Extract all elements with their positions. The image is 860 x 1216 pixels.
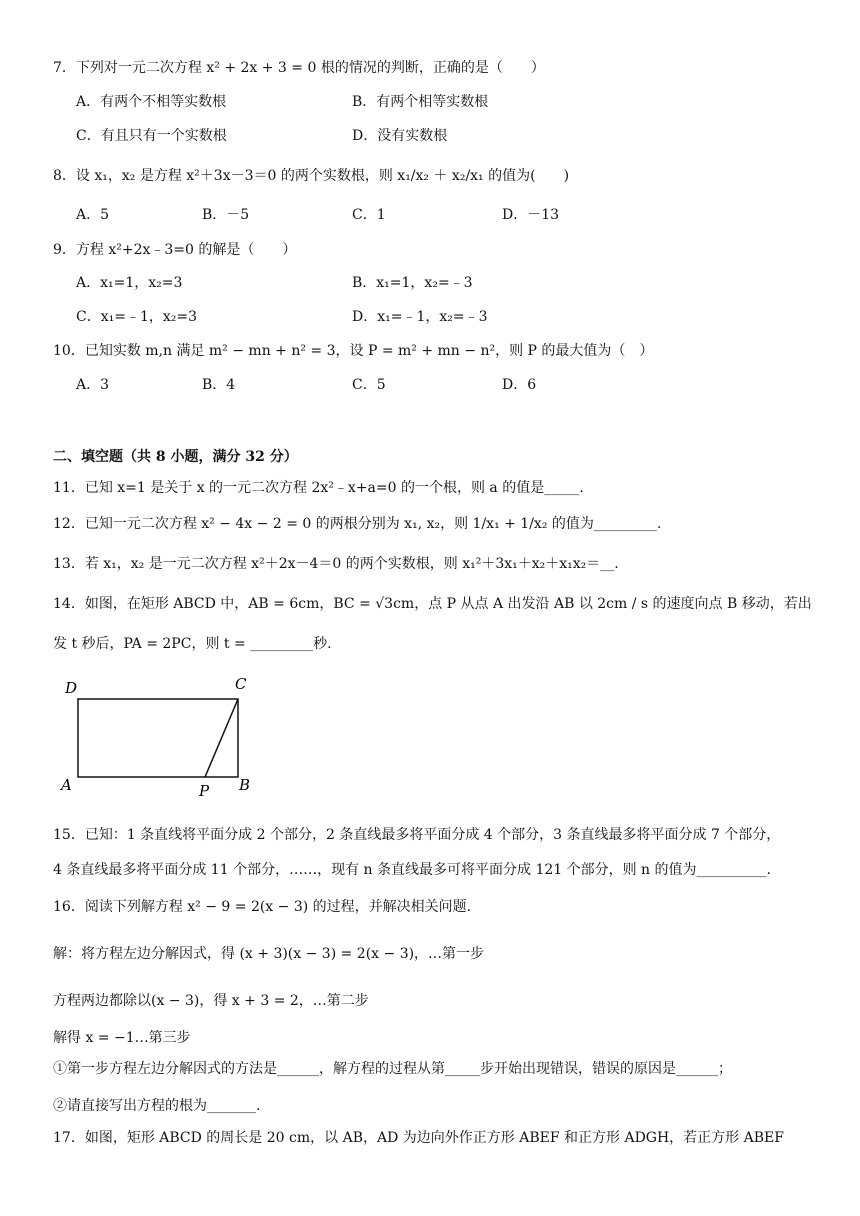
q15-line2: 4 条直线最多将平面分成 11 个部分，……，现有 n 条直线最多可将平面分成 121 个部分，则 n 的值为__________. — [53, 862, 771, 878]
q11-text: 11．已知 x=1 是关于 x 的一元二次方程 2x²﹣x+a=0 的一个根，则 a 的值是_____. — [53, 480, 584, 496]
label-a: A — [61, 776, 72, 794]
q10-option-b: B．4 — [202, 377, 236, 393]
label-p: P — [199, 782, 210, 800]
q10-stem: 10．已知实数 m,n 满足 m² − mn + n² = 3，设 P = m² + mn − n²，则 P 的最大值为（ ） — [53, 343, 654, 359]
q8-option-c: C．1 — [352, 207, 386, 223]
q9-option-b: B．x₁=1，x₂=﹣3 — [352, 275, 473, 291]
q9-stem: 9．方程 x²+2x﹣3=0 的解是（ ） — [53, 242, 297, 258]
q15-line1: 15．已知：1 条直线将平面分成 2 个部分，2 条直线最多将平面分成 4 个部分，3 条直线最多将平面分成 7 个部分， — [53, 827, 781, 843]
q17-text: 17．如图，矩形 ABCD 的周长是 20 cm，以 AB，AD 为边向外作正方形 ABEF 和正方形 ADGH，若正方形 ABEF — [53, 1130, 784, 1146]
q10-option-c: C．5 — [352, 377, 386, 393]
q13-text: 13．若 x₁，x₂ 是一元二次方程 x²＋2x－4＝0 的两个实数根，则 x₁²＋3x₁＋x₂＋x₁x₂＝__. — [53, 556, 619, 572]
label-b: B — [239, 776, 251, 794]
q16-sub1: ①第一步方程左边分解因式的方法是______，解方程的过程从第_____步开始出现错误，错误的原因是______； — [53, 1061, 732, 1077]
q14-line2: 发 t 秒后，PA = 2PC，则 t = _________秒. — [53, 636, 332, 652]
rectangle-figure — [55, 672, 265, 802]
q7-stem: 7．下列对一元二次方程 x² + 2x + 3 = 0 根的情况的判断，正确的是（ ） — [53, 60, 545, 76]
rectangle-abcd — [78, 699, 238, 777]
label-c: C — [235, 675, 247, 693]
q8-option-d: D．－13 — [502, 207, 560, 223]
q16-stem: 16．阅读下列解方程 x² − 9 = 2(x − 3) 的过程，并解决相关问题. — [53, 899, 472, 915]
q16-step1: 解：将方程左边分解因式，得 (x + 3)(x − 3) = 2(x − 3)，…第一步 — [53, 946, 485, 962]
q7-option-a: A．有两个不相等实数根 — [76, 94, 227, 110]
q7-option-d: D．没有实数根 — [352, 128, 448, 144]
q8-stem: 8．设 x₁，x₂ 是方程 x²＋3x－3＝0 的两个实数根，则 x₁/x₂ ＋ x₂/x₁ 的值为( ) — [53, 168, 570, 184]
label-d: D — [65, 679, 78, 697]
q10-option-a: A．3 — [76, 377, 110, 393]
q12-text: 12．已知一元二次方程 x² − 4x − 2 = 0 的两根分别为 x₁, x₂，则 1/x₁ + 1/x₂ 的值为_________. — [53, 516, 662, 532]
q7-option-c: C．有且只有一个实数根 — [76, 128, 227, 144]
q8-option-b: B．－5 — [202, 207, 250, 223]
q9-option-c: C．x₁=﹣1，x₂=3 — [76, 309, 198, 325]
q7-option-b: B．有两个相等实数根 — [352, 94, 489, 110]
q14-line1: 14．如图，在矩形 ABCD 中，AB = 6cm，BC = √3cm，点 P 从点 A 出发沿 AB 以 2cm / s 的速度向点 B 移动，若出 — [53, 596, 812, 612]
q9-option-a: A．x₁=1，x₂=3 — [76, 275, 183, 291]
q8-option-a: A．5 — [76, 207, 110, 223]
q16-step3: 解得 x = −1…第三步 — [53, 1030, 191, 1046]
q9-option-d: D．x₁=﹣1，x₂=﹣3 — [352, 309, 488, 325]
q16-sub2: ②请直接写出方程的根为_______. — [53, 1098, 261, 1114]
section-title: 二、填空题（共 8 小题，满分 32 分） — [53, 449, 298, 465]
q16-step2: 方程两边都除以(x − 3)，得 x + 3 = 2，…第二步 — [53, 993, 369, 1009]
q10-option-d: D．6 — [502, 377, 537, 393]
segment-pc — [205, 699, 238, 777]
